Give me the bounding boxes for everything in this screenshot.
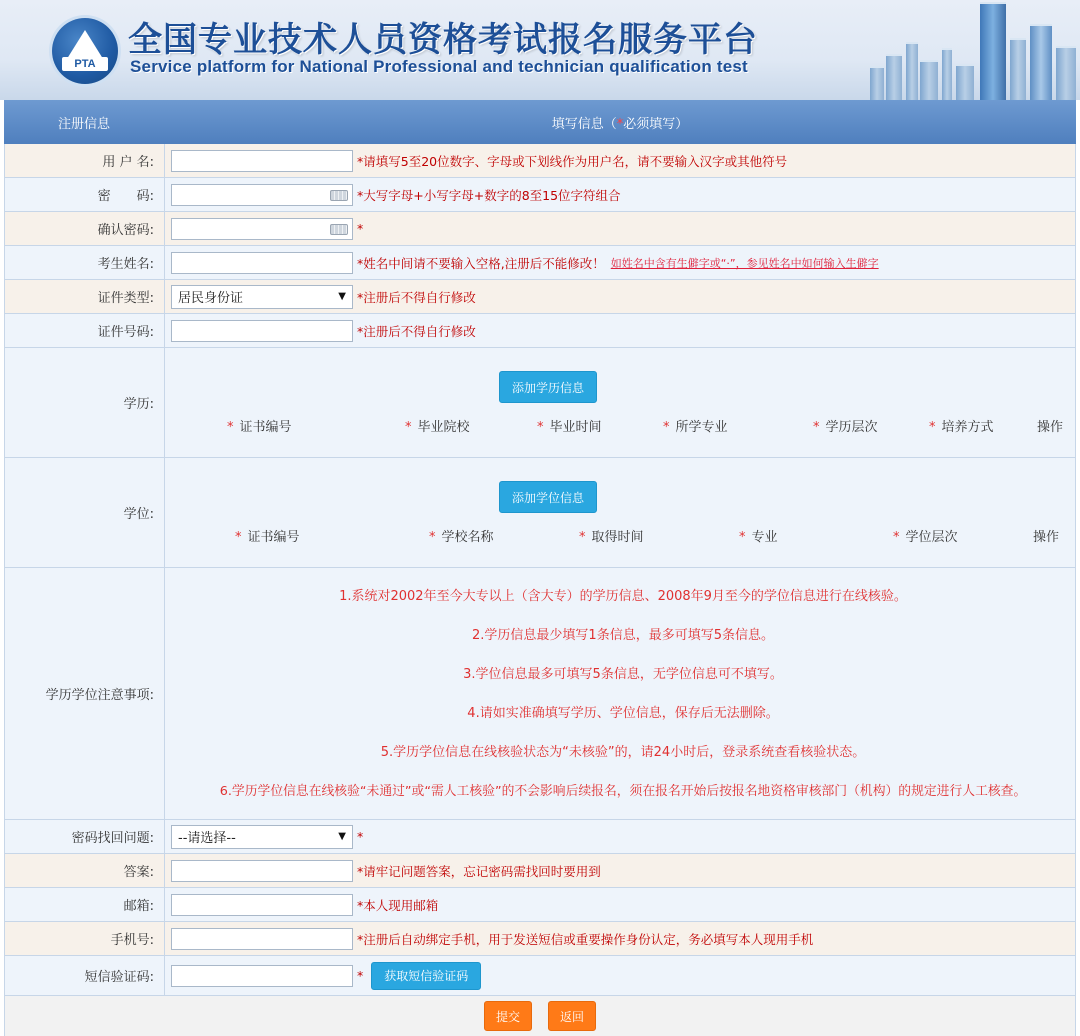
answer-hint: *请牢记问题答案，忘记密码需找回时要用到 [357,863,601,879]
id-type-row [4,280,1076,314]
degree-row [4,458,1076,568]
degree-columns [165,526,1075,546]
username-input[interactable] [171,150,353,172]
id-type-hint: *注册后不得自行修改 [357,289,476,305]
confirm-password-hint: * [357,221,364,236]
header-registration-info: 注册信息 [57,116,110,132]
dropdown-arrow-icon: ▼ [338,291,346,302]
note-item: 1.系统对2002年至今大专以上（含大专）的学历信息、2008年9月至今的学位信息进行在线核验。 [339,589,907,604]
note-item: 4.请如实准确填写学历、学位信息，保存后无法删除。 [467,706,779,721]
phone-label: 手机号: [5,922,165,955]
deg-col-major: * 专业 [739,530,778,545]
education-label: 学历: [5,348,165,457]
registration-form [4,100,1076,1036]
notes-label: 学历学位注意事项: [5,568,165,819]
site-title: 全国专业技术人员资格考试报名服务平台 [128,20,758,60]
phone-input[interactable] [171,928,353,950]
security-question-row [4,820,1076,854]
sms-hint: * [357,968,364,983]
id-number-hint: *注册后不得自行修改 [357,323,476,339]
dropdown-arrow-icon: ▼ [338,831,346,842]
answer-label: 答案: [5,854,165,887]
education-columns [165,416,1075,436]
form-actions [4,996,1076,1036]
back-button[interactable]: 返回 [548,1001,596,1031]
get-sms-code-button[interactable]: 获取短信验证码 [371,962,481,990]
note-item: 2.学历信息最少填写1条信息，最多可填写5条信息。 [472,628,774,643]
deg-col-school: * 学校名称 [429,530,494,545]
edu-col-cert-no: * 证书编号 [227,420,292,435]
id-number-label: 证件号码: [5,314,165,347]
deg-col-time: * 取得时间 [579,530,644,545]
id-type-label: 证件类型: [5,280,165,313]
header-fill-info: 填写信息（*必须填写） [551,116,689,132]
security-question-label: 密码找回问题: [5,820,165,853]
password-label: 密 码: [5,178,165,211]
sms-row [4,956,1076,996]
edu-col-study-mode: * 培养方式 [929,420,994,435]
sms-code-input[interactable] [171,965,353,987]
edu-col-action: 操作 [1037,420,1064,435]
sms-label: 短信验证码: [5,956,165,995]
security-question-select[interactable] [171,825,353,849]
name-input[interactable] [171,252,353,274]
note-item: 6.学历学位信息在线核验“未通过”或“需人工核验”的不会影响后续报名，须在报名开始后按报名地资格审核部门（机构）的规定进行人工核查。 [219,784,1027,799]
answer-row [4,854,1076,888]
rare-char-help-link[interactable]: 如姓名中含有生僻字或“·”，参见姓名中如何输入生僻字 [610,256,879,270]
email-input[interactable] [171,894,353,916]
security-question-hint: * [357,829,364,844]
notes-row [4,568,1076,820]
notes-list [165,568,1075,820]
name-label: 考生姓名: [5,246,165,279]
edu-col-grad-time: * 毕业时间 [537,420,602,435]
email-label: 邮箱: [5,888,165,921]
deg-col-cert-no: * 证书编号 [235,530,300,545]
id-type-selected: 居民身份证 [178,291,244,306]
email-hint: *本人现用邮箱 [357,897,439,913]
keyboard-icon[interactable] [330,224,348,235]
phone-hint: *注册后自动绑定手机，用于发送短信或重要操作身份认定，务必填写本人现用手机 [357,931,814,947]
password-input[interactable] [171,184,353,206]
note-item: 5.学历学位信息在线核验状态为“未核验”的，请24小时后，登录系统查看核验状态。 [380,745,866,760]
phone-row [4,922,1076,956]
note-item: 3.学位信息最多可填写5条信息，无学位信息可不填写。 [463,667,783,682]
username-hint: *请填写5至20位数字、字母或下划线作为用户名，请不要输入汉字或其他符号 [357,153,788,169]
deg-col-level: * 学位层次 [893,530,958,545]
site-subtitle: Service platform for National Professional and technician qualification test [130,57,748,76]
add-degree-button[interactable]: 添加学位信息 [499,481,597,513]
city-skyline-image [850,0,1080,100]
edu-col-major: * 所学专业 [663,420,728,435]
id-type-select[interactable] [171,285,353,309]
add-education-button[interactable]: 添加学历信息 [499,371,597,403]
password-row [4,178,1076,212]
edu-col-school: * 毕业院校 [405,420,470,435]
confirm-password-label: 确认密码: [5,212,165,245]
email-row [4,888,1076,922]
security-question-selected: --请选择-- [178,831,236,846]
confirm-password-row [4,212,1076,246]
pta-logo [52,18,118,84]
confirm-password-input[interactable] [171,218,353,240]
password-hint: *大写字母+小写字母+数字的8至15位字符组合 [357,187,621,203]
site-banner [0,0,1080,100]
keyboard-icon[interactable] [330,190,348,201]
username-row [4,144,1076,178]
logo-text: PTA [74,58,96,70]
name-row [4,246,1076,280]
username-label: 用 户 名: [5,144,165,177]
edu-col-level: * 学历层次 [813,420,878,435]
id-number-input[interactable] [171,320,353,342]
education-row [4,348,1076,458]
answer-input[interactable] [171,860,353,882]
form-header [4,100,1076,144]
deg-col-action: 操作 [1033,530,1060,545]
submit-button[interactable]: 提交 [484,1001,532,1031]
name-hint: *姓名中间请不要输入空格,注册后不能修改！ [357,255,605,271]
degree-label: 学位: [5,458,165,567]
required-star: * [616,116,624,132]
id-number-row [4,314,1076,348]
